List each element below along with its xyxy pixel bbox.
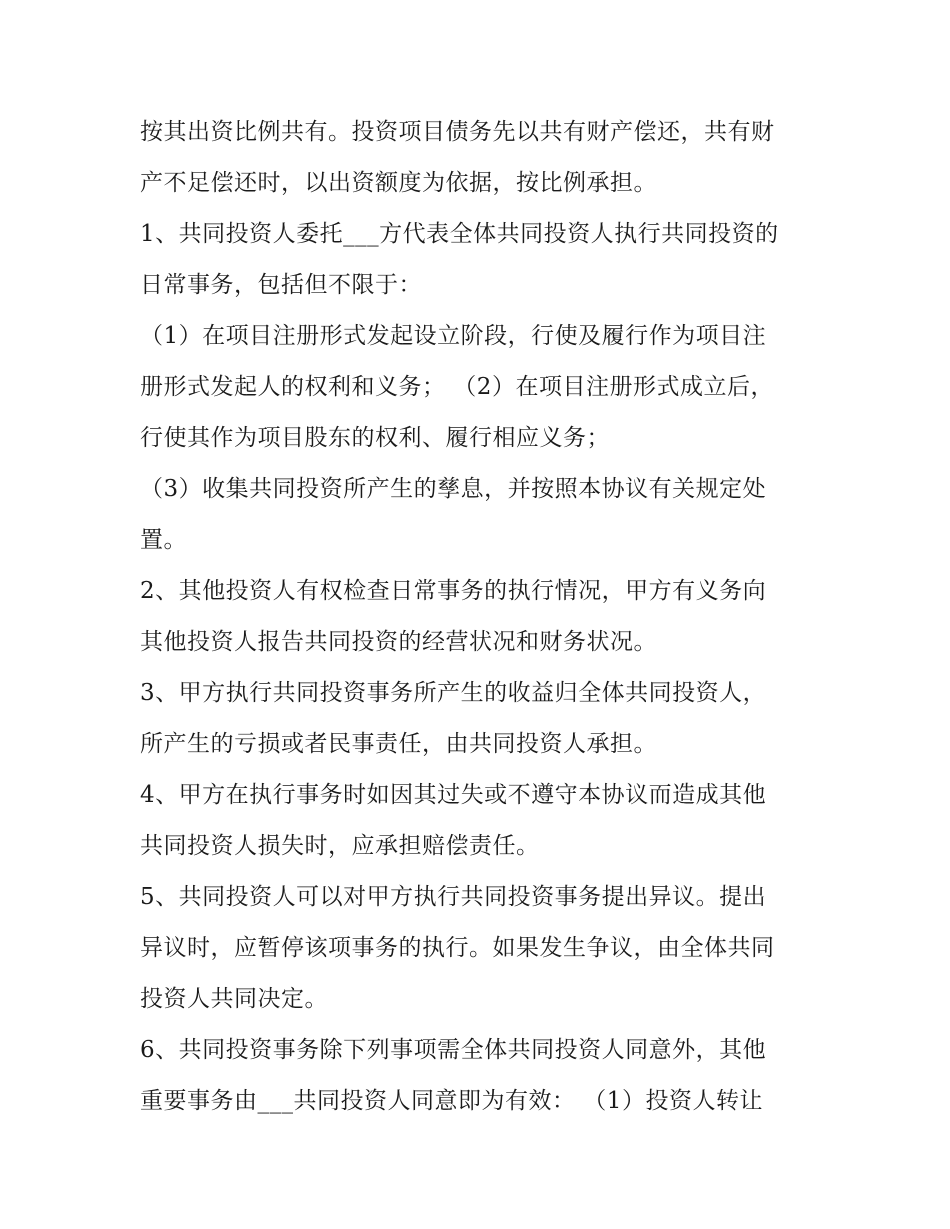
text-line: 日常事务，包括但不限于： (140, 272, 422, 298)
text-line: 行使其作为项目股东的权利、履行相应义务； (140, 425, 610, 451)
text-line: 共同投资人损失时，应承担赔偿责任。 (140, 833, 540, 859)
text-line: 置。 (140, 527, 187, 553)
text-line: 按其出资比例共有。投资项目债务先以共有财产偿还，共有财 (140, 119, 775, 145)
text-line: 5、共同投资人可以对甲方执行共同投资事务提出异议。提出 (140, 884, 767, 910)
text-line: （1）在项目注册形式发起设立阶段，行使及履行作为项目注 (140, 323, 767, 349)
text-line: 6、共同投资事务除下列事项需全体共同投资人同意外，其他 (140, 1037, 767, 1063)
text-line: 3、甲方执行共同投资事务所产生的收益归全体共同投资人， (140, 680, 767, 706)
text-line: 投资人共同决定。 (140, 986, 328, 1012)
text-line: 所产生的亏损或者民事责任，由共同投资人承担。 (140, 731, 657, 757)
text-line: 2、其他投资人有权检查日常事务的执行情况，甲方有义务向 (140, 578, 767, 604)
text-line: （3）收集共同投资所产生的孳息，并按照本协议有关规定处 (140, 476, 767, 502)
text-line: 4、甲方在执行事务时如因其过失或不遵守本协议而造成其他 (140, 782, 767, 808)
text-line: 册形式发起人的权利和义务； （2）在项目注册形式成立后， (140, 374, 774, 400)
text-line: 重要事务由___共同投资人同意即为有效： （1）投资人转让 (140, 1088, 763, 1114)
document-body (140, 107, 820, 1127)
text-line: 异议时，应暂停该项事务的执行。如果发生争议，由全体共同 (140, 935, 775, 961)
text-line: 其他投资人报告共同投资的经营状况和财务状况。 (140, 629, 657, 655)
text-line: 产不足偿还时，以出资额度为依据，按比例承担。 (140, 170, 657, 196)
text-line: 1、共同投资人委托___方代表全体共同投资人执行共同投资的 (140, 221, 779, 247)
